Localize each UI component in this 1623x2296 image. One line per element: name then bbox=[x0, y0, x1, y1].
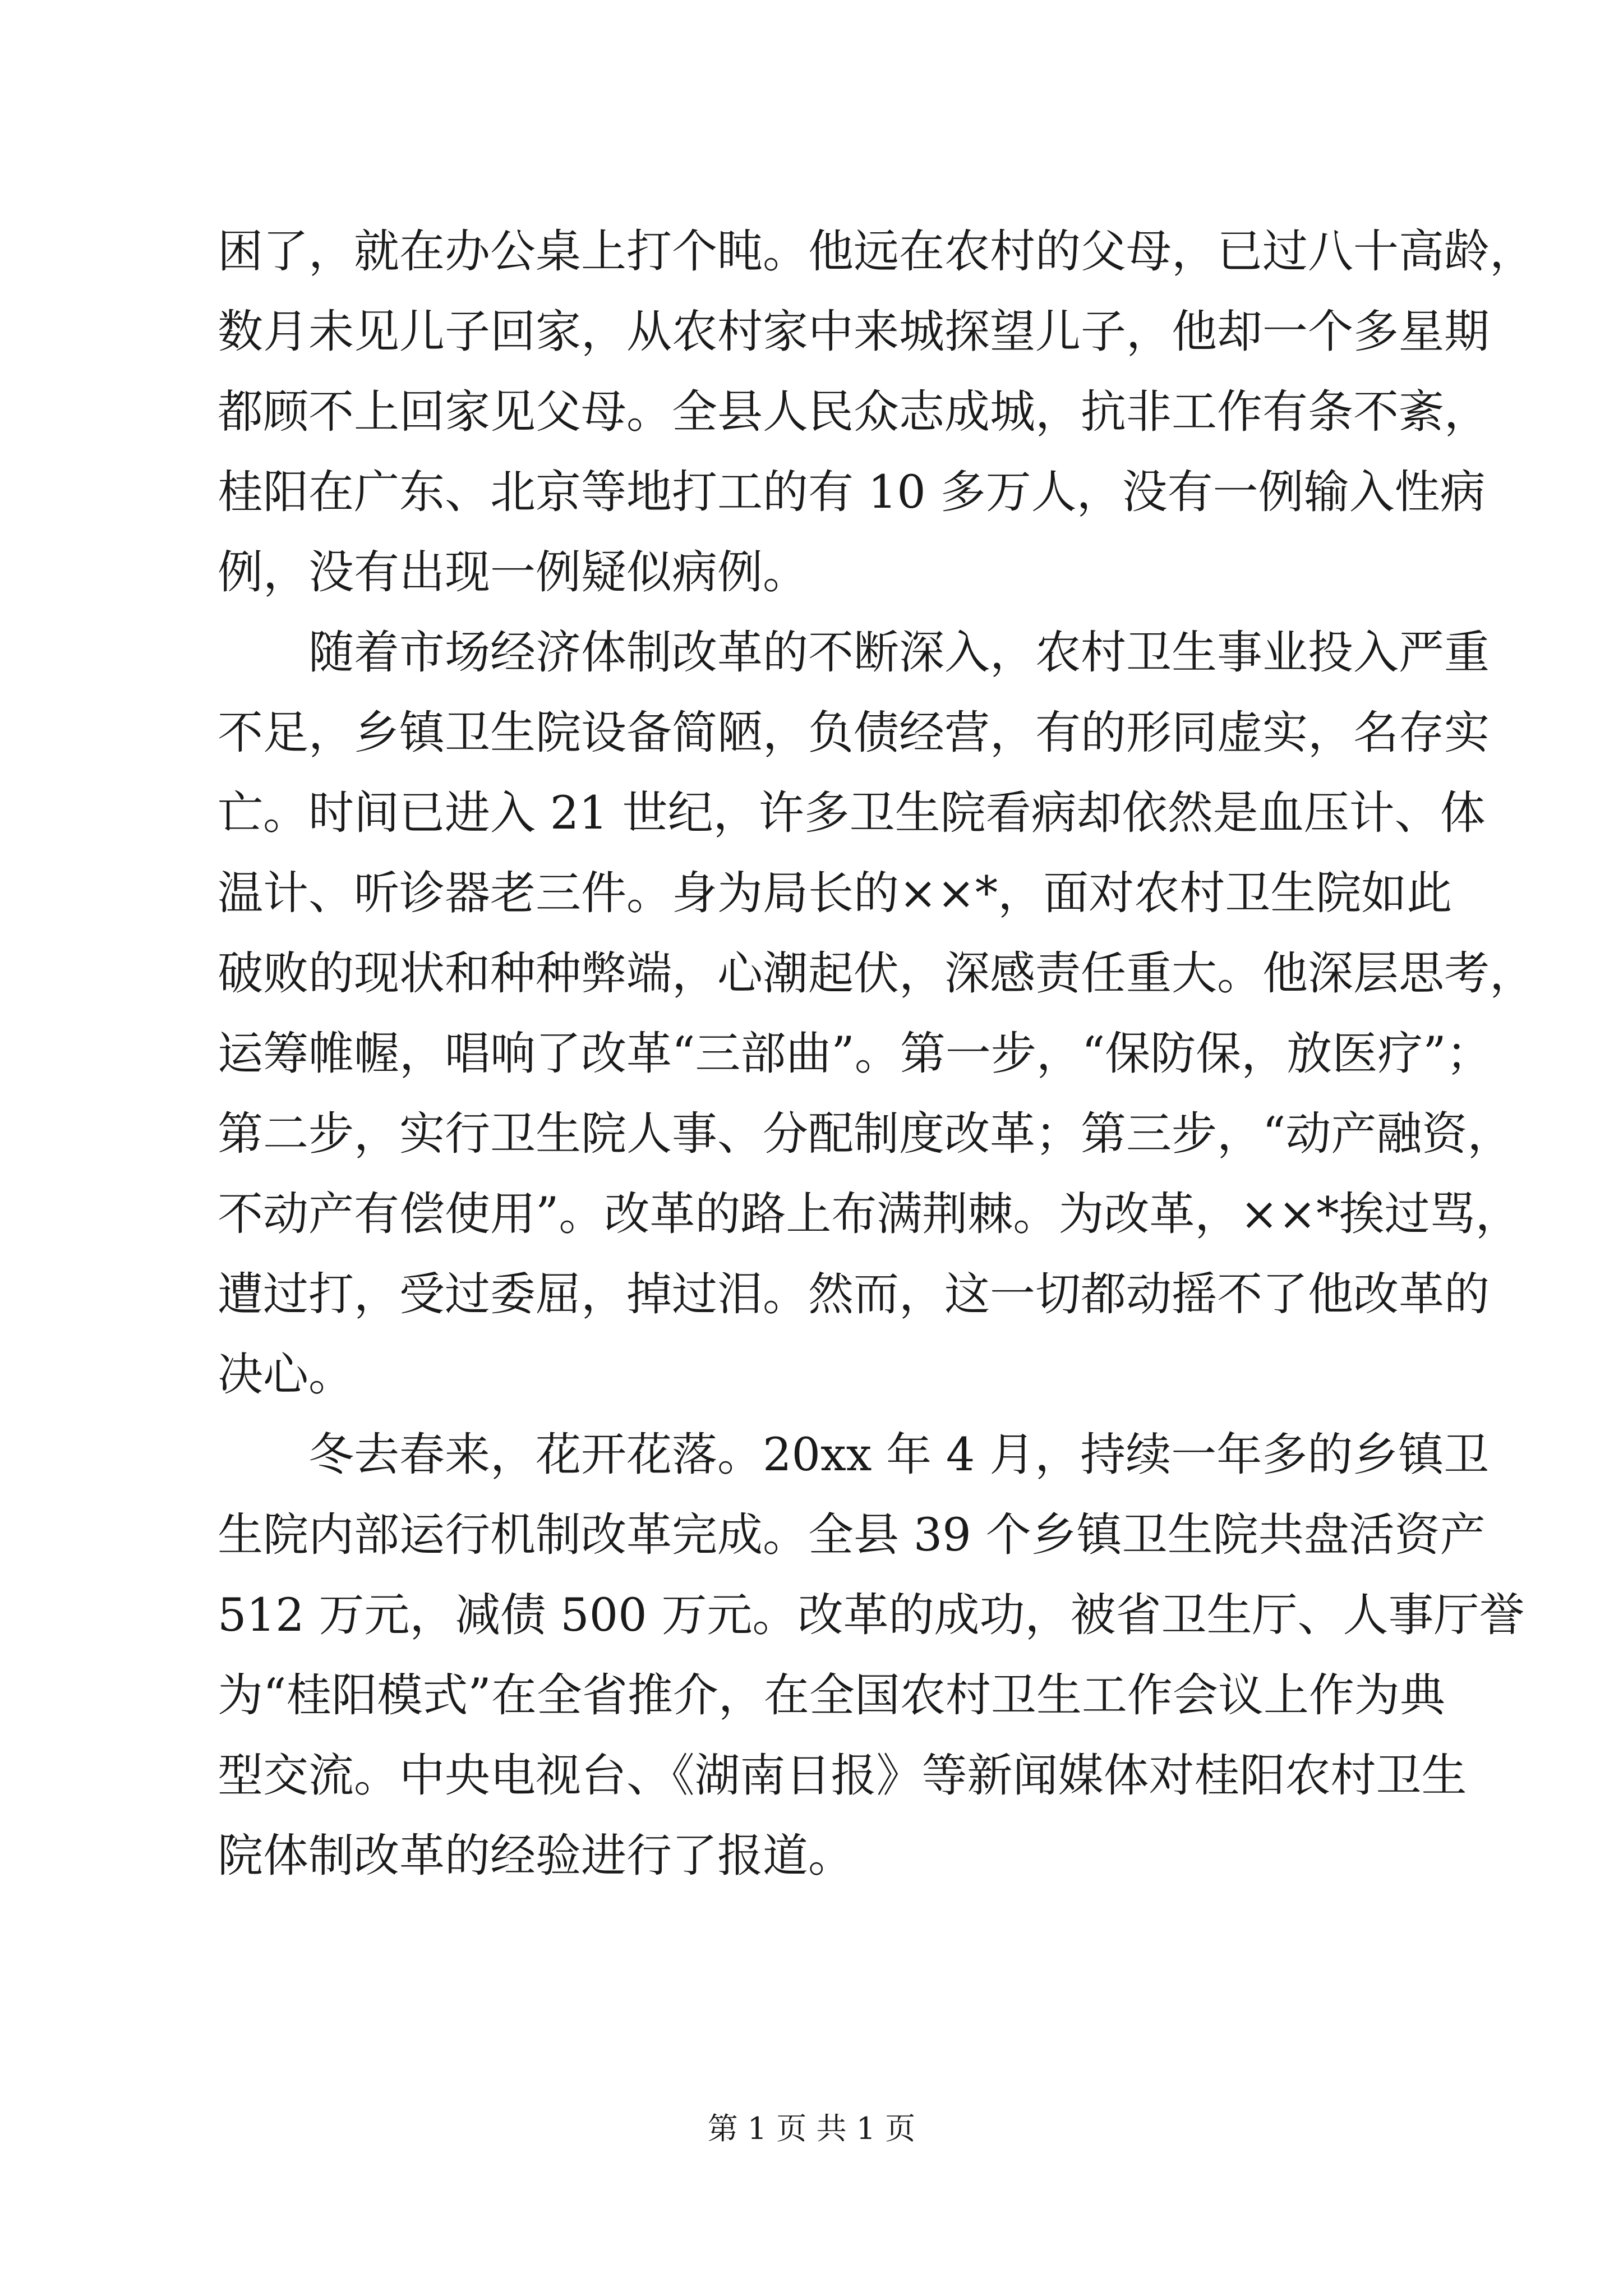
document-body bbox=[218, 212, 1536, 1897]
paragraph-line: 亡。时间已进入 21 世纪，许多卫生院看病却依然是血压计、体 bbox=[218, 787, 1486, 840]
paragraph-line: 为“桂阳模式”在全省推介，在全国农村卫生工作会议上作为典 bbox=[218, 1669, 1445, 1722]
paragraph-line: 困了，就在办公桌上打个盹。他远在农村的父母，已过八十高龄， bbox=[218, 226, 1536, 278]
paragraph-line: 不动产有偿使用”。改革的路上布满荆棘。为改革，××*挨过骂， bbox=[218, 1188, 1521, 1241]
page-footer: 第 1 页 共 1 页 bbox=[707, 2111, 916, 2146]
paragraph-line: 型交流。中央电视台、《湖南日报》等新闻媒体对桂阳农村卫生 bbox=[218, 1750, 1467, 1802]
paragraph-line: 冬去春来，花开花落。20xx 年 4 月，持续一年多的乡镇卫 bbox=[308, 1429, 1490, 1481]
paragraph-line: 桂阳在广东、北京等地打工的有 10 多万人，没有一例输入性病 bbox=[218, 466, 1486, 519]
paragraph-line: 院体制改革的经验进行了报道。 bbox=[218, 1830, 854, 1883]
paragraph-line: 不足，乡镇卫生院设备简陋，负债经营，有的形同虚实，名存实 bbox=[218, 707, 1490, 760]
paragraph-line: 破败的现状和种种弊端，心潮起伏，深感责任重大。他深层思考， bbox=[218, 947, 1536, 1000]
paragraph-line: 温计、听诊器老三件。身为局长的××*，面对农村卫生院如此 bbox=[218, 867, 1453, 920]
paragraph-line: 第二步，实行卫生院人事、分配制度改革；第三步，“动产融资， bbox=[218, 1108, 1513, 1161]
paragraph-line: 数月未见儿子回家，从农村家中来城探望儿子，他却一个多星期 bbox=[218, 306, 1490, 358]
paragraph-line: 生院内部运行机制改革完成。全县 39 个乡镇卫生院共盘活资产 bbox=[218, 1509, 1486, 1562]
paragraph-line: 决心。 bbox=[218, 1349, 354, 1401]
paragraph-line: 遭过打，受过委屈，掉过泪。然而，这一切都动摇不了他改革的 bbox=[218, 1268, 1490, 1321]
paragraph-line: 随着市场经济体制改革的不断深入，农村卫生事业投入严重 bbox=[308, 627, 1490, 679]
paragraph-line: 运筹帷幄，唱响了改革“三部曲”。第一步，“保防保，放医疗”； bbox=[218, 1028, 1492, 1080]
paragraph-line: 512 万元，减债 500 万元。改革的成功，被省卫生厅、人事厅誉 bbox=[218, 1589, 1525, 1642]
paragraph-line: 例，没有出现一例疑似病例。 bbox=[218, 546, 809, 599]
paragraph-line: 都顾不上回家见父母。全县人民众志成城，抗非工作有条不紊， bbox=[218, 386, 1490, 439]
